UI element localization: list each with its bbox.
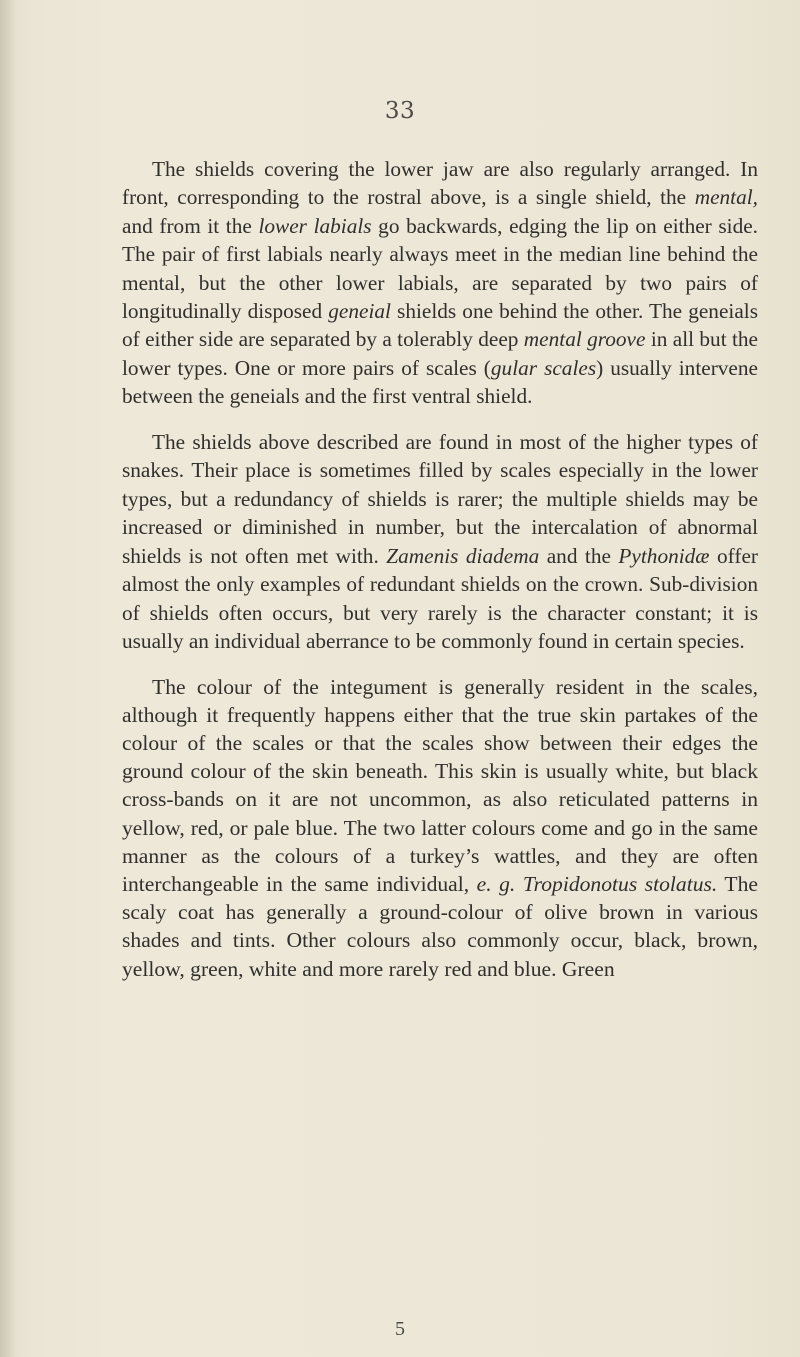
text-run: shields one behind the other. The geneials of either side are separated by a tolerably deep (122, 299, 758, 352)
italic-text: e. g. Tropidonotus stolatus. (476, 872, 718, 897)
italic-text: geneial (328, 299, 391, 324)
text-run: The scaly coat has generally a ground-colour of olive brown in various shades and tints. Other colours also commonly occur, black, brown, yellow, green, white and more rarely red and blue. Green (122, 872, 758, 981)
paragraph (122, 673, 758, 983)
paragraph (122, 155, 758, 411)
text-run: The shields above described are found in most of the higher types of snakes. Their place is sometimes filled by scales especially in the lower types, but a redundancy of shields is rarer; the multiple shields may be increased or diminished in number, but the intercalation of abnormal shields is not often met with. (122, 429, 758, 568)
text-run: The colour of the integument is generally resident in the scales, although it frequently happens either that the true skin partakes of the colour of the scales or that the scales show between their edges the ground colour of the skin beneath. This skin is usually white, but black cross-bands on it are not uncommon, as also reticulated patterns in yellow, red, or pale blue. The two latter colours come and go in the same manner as the colours of a turkey’s wattles, and they are often interchangeable in the same individual, (122, 674, 758, 897)
signature-mark: 5 (395, 1318, 405, 1340)
italic-text: mental, (694, 185, 758, 210)
text-run: ) usually intervene between the geneials and the first ventral shield. (122, 355, 758, 409)
text-run: and from it the (122, 213, 259, 238)
page-number: 33 (384, 98, 416, 124)
italic-text: Zamenis diadema (386, 543, 540, 568)
italic-text: gular scales (490, 355, 597, 380)
text-run: and the (539, 543, 619, 568)
body-text (122, 155, 758, 1000)
italic-text: lower labials (258, 213, 372, 238)
text-run: The shields covering the lower jaw are also regularly arranged. In front, corresponding to the rostral above, is a single shield, the (122, 157, 758, 210)
italic-text: mental groove (523, 327, 646, 352)
text-run: offer almost the only examples of redundant shields on the crown. Sub-division of shields often occurs, but very rarely is the character constant; it is usually an individual aberrance to be commonly found in certain species. (122, 543, 758, 654)
text-run: go backwards, edging the lip on either side. The pair of first labials nearly always meet in the median line behind the mental, but the other lower labials, are separated by two pairs of longitudinally disposed (122, 213, 758, 324)
italic-text: Pythonidæ (618, 543, 710, 568)
text-run: in all but the lower types. One or more pairs of scales ( (122, 327, 758, 380)
paragraph (122, 428, 758, 656)
page-binding-edge (0, 0, 16, 1357)
